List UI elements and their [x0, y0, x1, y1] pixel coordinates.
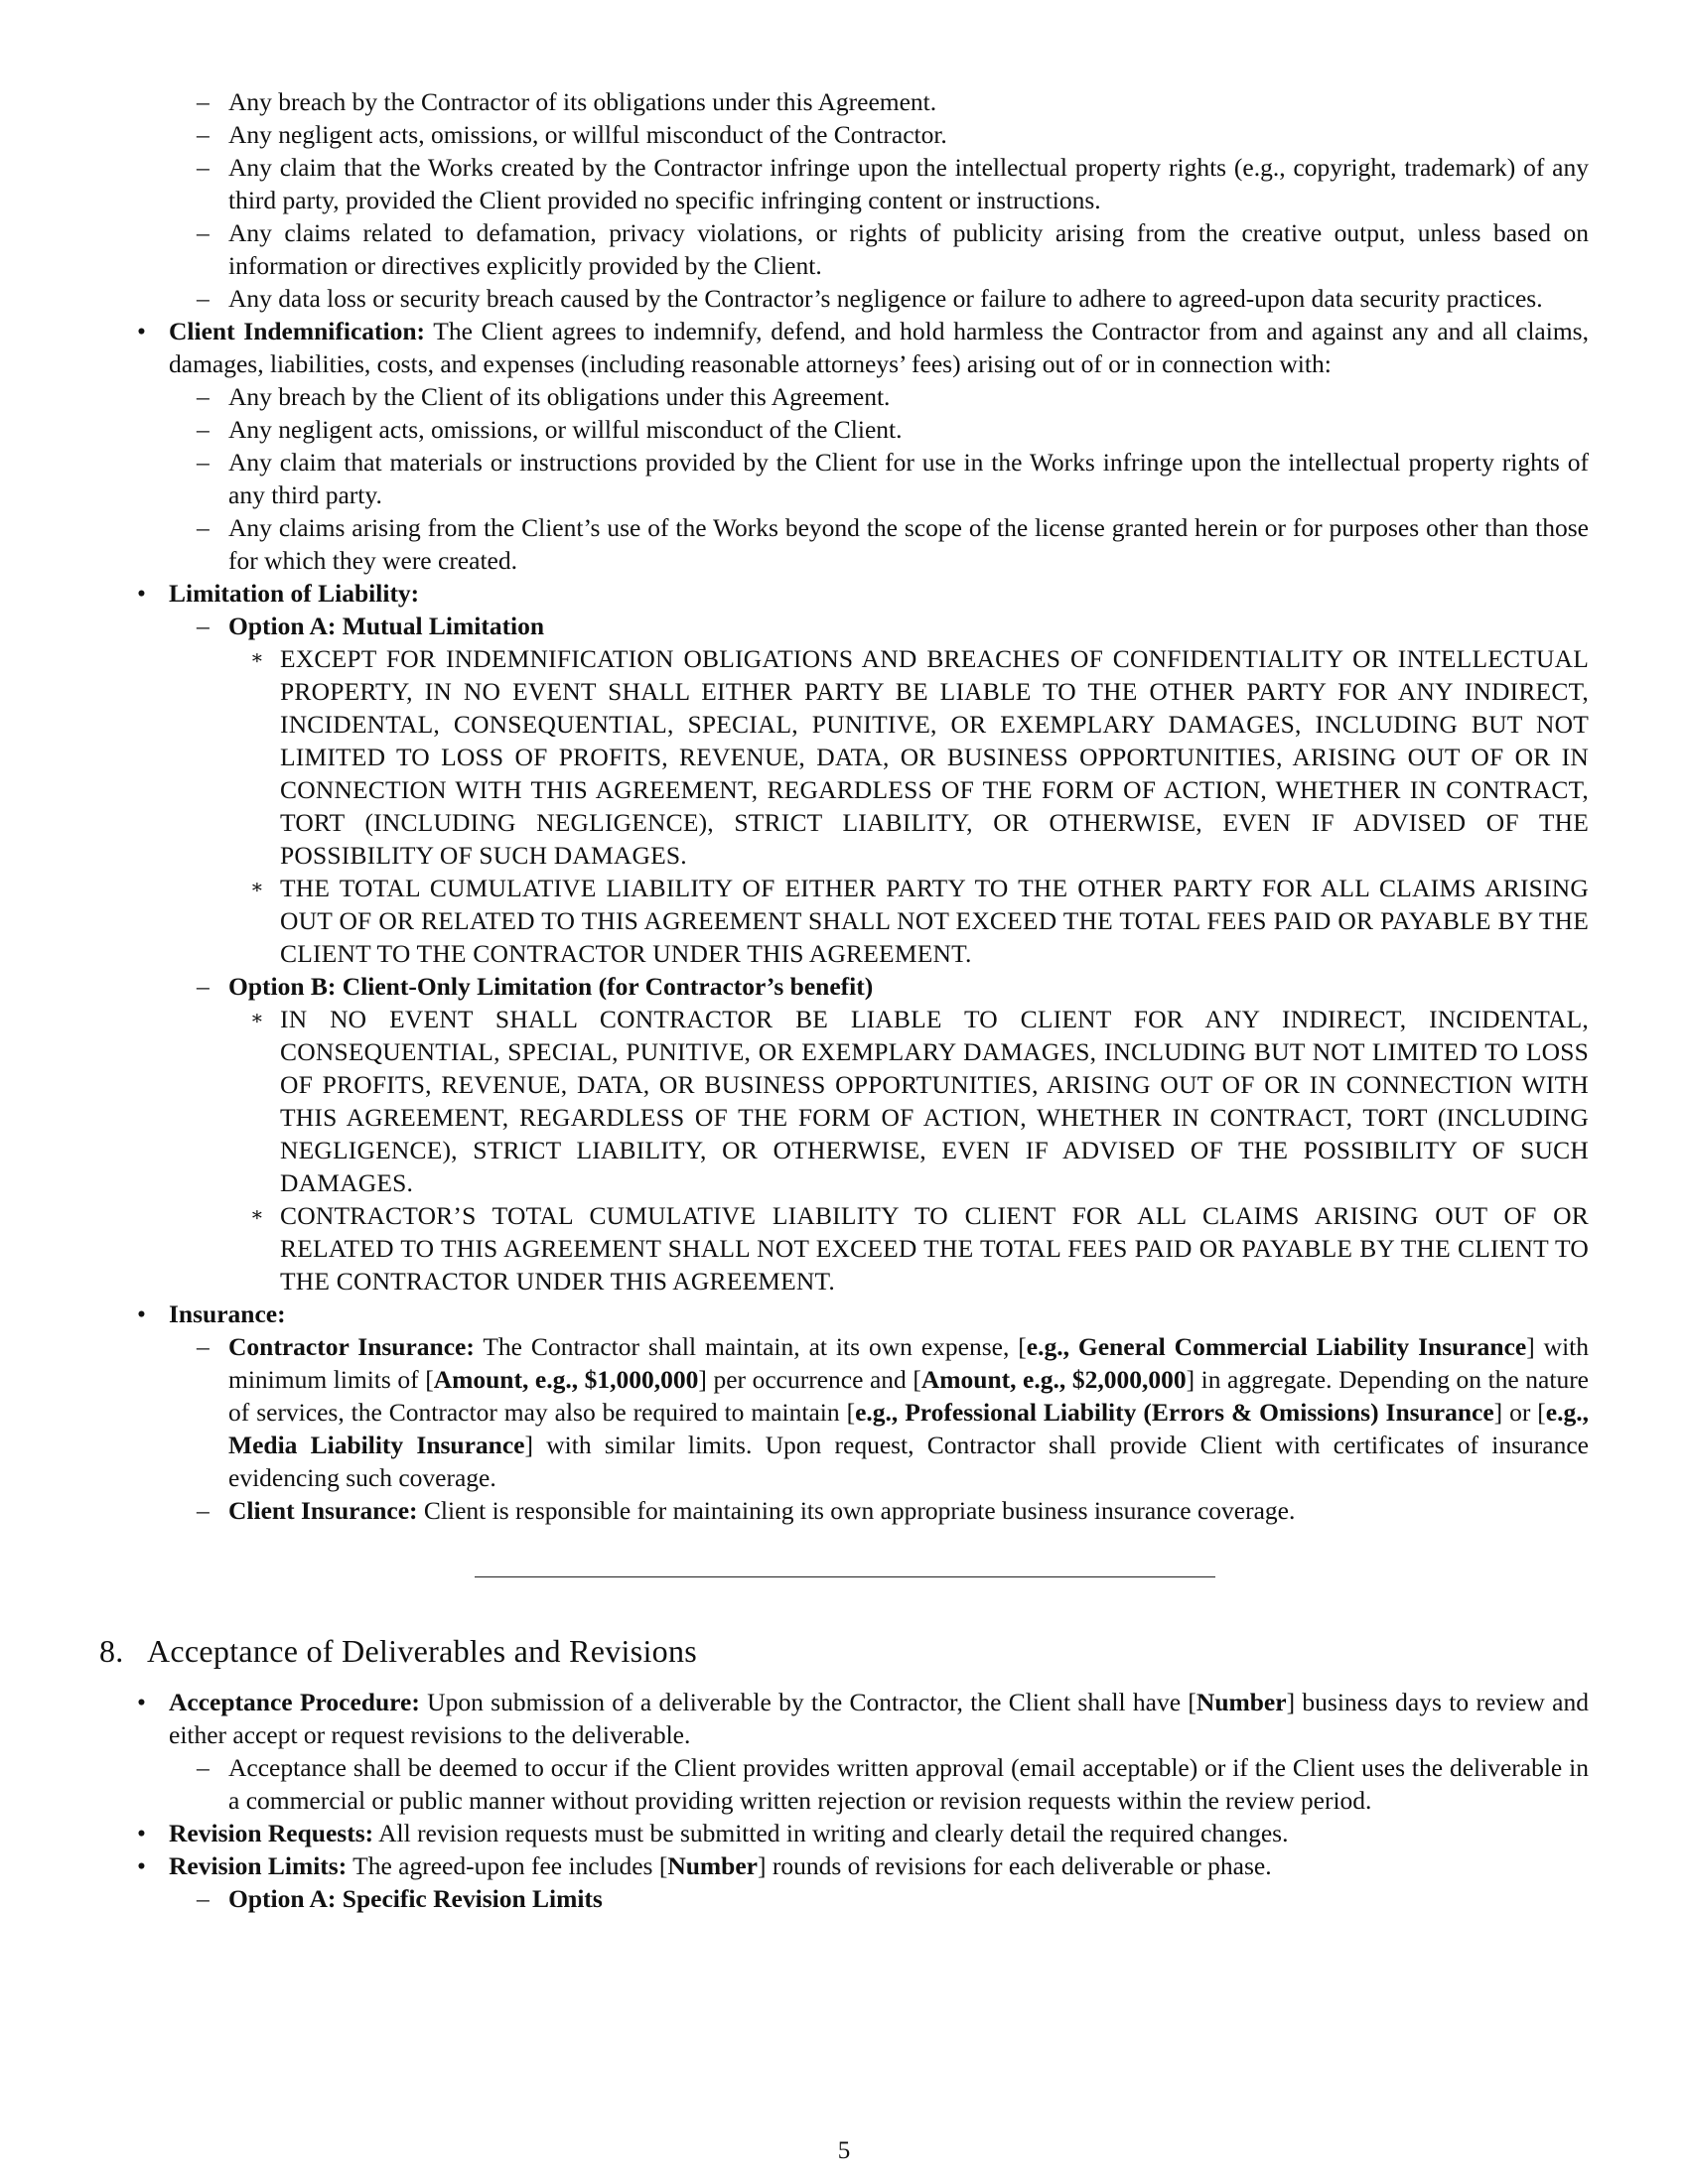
bullet-icon: • — [137, 579, 146, 608]
list-item: – Any breach by the Client of its obligations under this Agreement. — [197, 382, 891, 411]
item-label: Client Indemnification: — [169, 317, 426, 345]
dash-bullet: – — [197, 513, 210, 542]
client-indemnification: • Client Indemnification: The Client agrees to indemnify, defend, and hold harmless the Contractor from and against any and all claims, damages, liabilities, costs, and expenses (including reasonable attorneys’ fees) arising out of or in connection with: — [137, 317, 1589, 378]
asterisk-bullet: ∗ — [250, 1008, 264, 1029]
option-b-heading: – Option B: Client-Only Limitation (for Contractor’s benefit) — [197, 972, 874, 1001]
list-item: ∗ THE TOTAL CUMULATIVE LIABILITY OF EITHER PARTY TO THE OTHER PARTY FOR ALL CLAIMS ARISING OUT OF OR RELATED TO THIS AGREEMENT SHALL NOT EXCEED THE TOTAL FEES PAID OR PAYABLE BY THE CLIENT TO THE CONTRACTOR UNDER THIS AGREEMENT. — [250, 874, 1589, 968]
item-label: Revision Limits: — [169, 1851, 348, 1880]
revision-requests: • Revision Requests: All revision requests must be submitted in writing and clearly detail the required changes. — [137, 1819, 1289, 1847]
bullet-icon: • — [137, 1819, 146, 1847]
dash-bullet: – — [197, 382, 210, 411]
option-a-heading: – Option A: Mutual Limitation — [197, 612, 545, 640]
list-item: – Acceptance shall be deemed to occur if the Client provides written approval (email acceptable) or if the Client uses the deliverable in a commercial or public manner without providing written rejection or revision requests within the review period. — [197, 1753, 1589, 1815]
bullet-icon: • — [137, 1299, 146, 1328]
dash-bullet: – — [197, 87, 210, 116]
dash-bullet: – — [197, 415, 210, 444]
page-number: 5 — [837, 2137, 851, 2164]
horizontal-divider — [475, 1576, 1215, 1577]
list-item: – Any claim that the Works created by the Contractor infringe upon the intellectual property rights (e.g., copyright, trademark) of any third party, provided the Client provided no specific infringing content or instructions. — [197, 153, 1589, 214]
dash-bullet: – — [197, 218, 210, 247]
limitation-of-liability — [0, 577, 1589, 610]
dash-bullet: – — [197, 972, 210, 1001]
dash-bullet: – — [197, 120, 210, 149]
dash-bullet: – — [197, 1496, 210, 1525]
list-item: ∗ CONTRACTOR’S TOTAL CUMULATIVE LIABILITY TO CLIENT FOR ALL CLAIMS ARISING OUT OF OR RELATED TO THIS AGREEMENT SHALL NOT EXCEED THE TOTAL FEES PAID OR PAYABLE BY THE CLIENT TO THE CONTRACTOR UNDER THIS AGREEMENT. — [250, 1201, 1589, 1296]
option-a-revision-heading: – Option A: Specific Revision Limits — [197, 1884, 603, 1913]
list-item: – Any claims arising from the Client’s use of the Works beyond the scope of the license granted herein or for purposes other than those for which they were created. — [197, 513, 1589, 575]
list-item: ∗ IN NO EVENT SHALL CONTRACTOR BE LIABLE TO CLIENT FOR ANY INDIRECT, INCIDENTAL, CONSEQUENTIAL, SPECIAL, PUNITIVE, OR EXEMPLARY DAMAGES, INCLUDING BUT NOT LIMITED TO LOSS OF PROFITS, REVENUE, DATA, OR BUSINESS OPPORTUNITIES, ARISING OUT OF OR IN CONNECTION WITH THIS AGREEMENT, REGARDLESS OF THE FORM OF ACTION, WHETHER IN CONTRACT, TORT (INCLUDING NEGLIGENCE), STRICT LIABILITY, OR OTHERWISE, EVEN IF ADVISED OF THE POSSIBILITY OF SUCH DAMAGES. — [250, 1005, 1589, 1197]
list-item: – Any claims related to defamation, privacy violations, or rights of publicity arising from the creative output, unless based on information or directives explicitly provided by the Client. — [197, 218, 1589, 280]
bullet-icon: • — [137, 1851, 146, 1880]
section-heading: 8. Acceptance of Deliverables and Revisions — [99, 1633, 698, 1669]
list-item: – Any data loss or security breach caused by the Contractor’s negligence or failure to adhere to agreed-upon data security practices. — [197, 284, 1543, 313]
client-insurance: – Client Insurance: Client is responsible for maintaining its own appropriate business insurance coverage. — [197, 1496, 1296, 1525]
dash-bullet: – — [197, 284, 210, 313]
item-label: Limitation of Liability: — [169, 579, 420, 608]
asterisk-bullet: ∗ — [250, 647, 264, 669]
dash-bullet: – — [197, 1332, 210, 1361]
list-item: – Any negligent acts, omissions, or willful misconduct of the Client. — [197, 415, 903, 444]
contractor-insurance: – Contractor Insurance: The Contractor shall maintain, at its own expense, [e.g., General Commercial Liability Insurance] with minimum limits of [Amount, e.g., $1,000,000] per occurrence and [Amount, e.g., $2,000,000] in aggregate. Depending on the nature of services, the Contractor may also be required to maintain [e.g., Professional Liability (Errors & Omissions) Insurance] or [e.g., Media Liability Insurance] with similar limits. Upon request, Contractor shall provide Client with certificates of insurance evidencing such coverage. — [197, 1332, 1590, 1492]
insurance — [0, 1297, 1589, 1330]
list-item: – Any claim that materials or instructions provided by the Client for use in the Works infringe upon the intellectual property rights of any third party. — [197, 448, 1589, 509]
document-page — [0, 85, 1688, 1915]
list-item: – Any negligent acts, omissions, or willful misconduct of the Contractor. — [197, 120, 947, 149]
asterisk-bullet: ∗ — [250, 877, 264, 898]
bullet-icon: • — [137, 317, 146, 345]
dash-bullet: – — [197, 612, 210, 640]
list-item: ∗ EXCEPT FOR INDEMNIFICATION OBLIGATIONS AND BREACHES OF CONFIDENTIALITY OR INTELLECTUAL PROPERTY, IN NO EVENT SHALL EITHER PARTY BE LIABLE TO THE OTHER PARTY FOR ANY INDIRECT, INCIDENTAL, CONSEQUENTIAL, SPECIAL, PUNITIVE, OR EXEMPLARY DAMAGES, INCLUDING BUT NOT LIMITED TO LOSS OF PROFITS, REVENUE, DATA, OR BUSINESS OPPORTUNITIES, ARISING OUT OF OR IN CONNECTION WITH THIS AGREEMENT, REGARDLESS OF THE FORM OF ACTION, WHETHER IN CONTRACT, TORT (INCLUDING NEGLIGENCE), STRICT LIABILITY, OR OTHERWISE, EVEN IF ADVISED OF THE POSSIBILITY OF SUCH DAMAGES. — [250, 644, 1589, 870]
dash-bullet: – — [197, 1884, 210, 1913]
dash-bullet: – — [197, 448, 210, 477]
item-label: Insurance: — [169, 1299, 286, 1328]
asterisk-bullet: ∗ — [250, 1204, 264, 1226]
divider-wrap — [0, 1527, 1688, 1626]
bullet-icon: • — [137, 1688, 146, 1716]
list-item: – Any breach by the Contractor of its obligations under this Agreement. — [197, 87, 937, 116]
acceptance-procedure: • Acceptance Procedure: Upon submission of a deliverable by the Contractor, the Client shall have [Number] business days to review and either accept or request revisions to the deliverable. — [137, 1688, 1589, 1749]
item-label: Acceptance Procedure: — [169, 1688, 420, 1716]
dash-bullet: – — [197, 153, 210, 182]
item-label: Revision Requests: — [169, 1819, 374, 1847]
revision-limits: • Revision Limits: The agreed-upon fee includes [Number] rounds of revisions for each deliverable or phase. — [137, 1851, 1272, 1880]
dash-bullet: – — [197, 1753, 210, 1782]
